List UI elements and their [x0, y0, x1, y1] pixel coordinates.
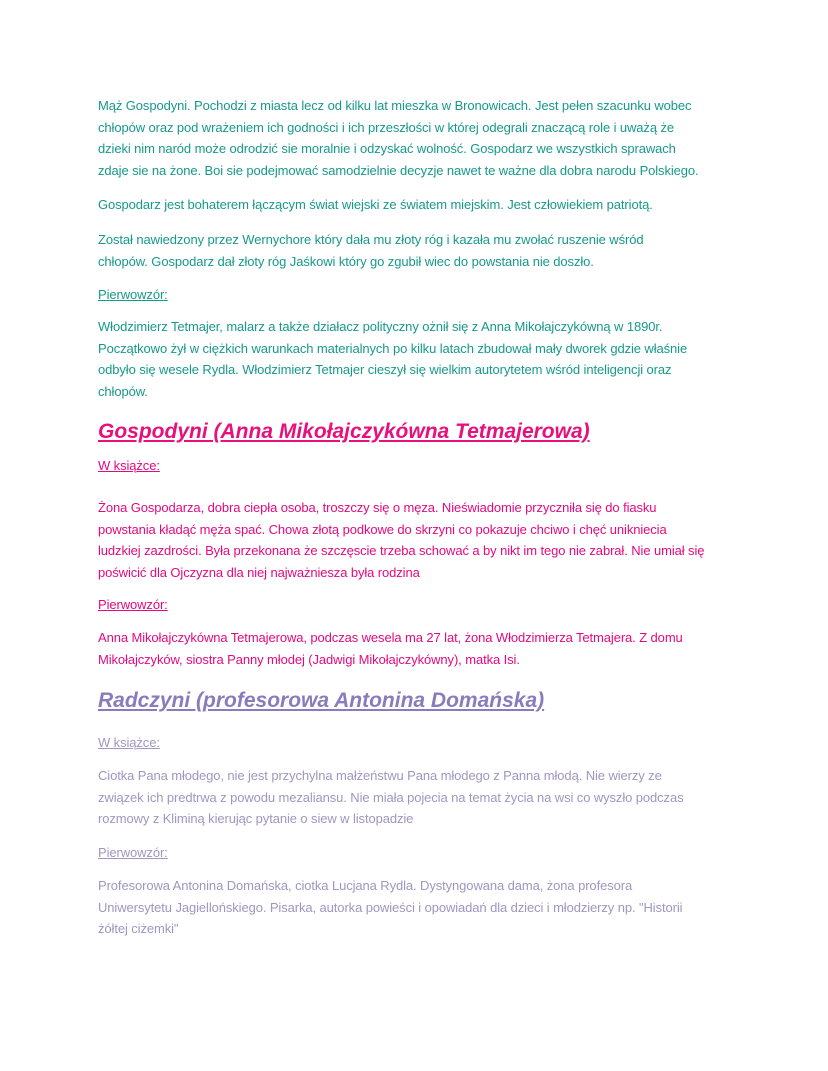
text-line: Został nawiedzony przez Wernychore który dała mu złoty róg i kazała mu zwołać ruszenie wśród [98, 232, 644, 247]
text-line: dzieki nim naród może odrodzić sie moralnie i odzyskać wolność. Gospodarz we wszystkich sprawach [98, 141, 676, 156]
text-line: odbyło się wesele Rydla. Włodzimierz Tetmajer cieszył się wielkim autorytetem wśród inteligencji oraz [98, 362, 672, 377]
text-line: związek ich predtrwa z powodu mezaliansu. Nie miała pojecia na temat życia na wsi co wyszło podczas [98, 789, 684, 805]
text-line: powstania kładąć męża spać. Chowa złotą podkowe do skrzyni co pokazuje chciwo i chęć unikniecia [98, 521, 667, 537]
text-line: zdaje sie na żone. Boi sie podejmować samodzielnie decyzje nawet te ważne dla dobra narodu Polskiego. [98, 162, 699, 178]
gospodyni-prototype [98, 627, 683, 670]
gospodarz-prototype [98, 316, 687, 402]
radczyni-book [98, 765, 683, 830]
text-line: ludzkiej zazdrości. Była przekonana że szczęscie trzeba schować a by nikt im tego nie zabrał. Nie umiał się [98, 543, 705, 558]
text-line: żółtej ciżemki" [98, 921, 179, 936]
text-line: chłopów. [98, 383, 148, 399]
text-line: chłopów. Gospodarz dał złoty róg Jaśkowi który go zgubił wiec do powstania nie doszło. [98, 253, 594, 269]
text-line: Uniwersytetu Jagiellońskiego. Pisarka, autorka powieści i opowiadań dla dzieci i młodzierzy np. "Historii [98, 899, 683, 915]
gospodarz-horn [98, 229, 643, 272]
radczyni-heading: Radczyni (profesorowa Antonina Domańska) [98, 689, 545, 712]
text-line: Mikołajczyków, siostra Panny młodej (Jadwigi Mikołajczykówny), matka Isi. [98, 651, 520, 667]
gospodyni-heading: Gospodyni (Anna Mikołajczykówna Tetmajerowa) [98, 420, 590, 443]
text-line: Anna Mikołajczykówna Tetmajerowa, podczas wesela ma 27 lat, żona Włodzimierza Tetmajera. Z domu [98, 630, 683, 645]
gospodarz-bridge [98, 194, 653, 216]
gospodyni-prototype-label: Pierwowzór: [98, 597, 168, 612]
text-line: rozmowy z Kliminą kierując pytanie o siew w listopadzie [98, 811, 414, 826]
gospodyni-book-label: W książce: [98, 458, 160, 473]
text-line: chłopów oraz pod wrażeniem ich godności i ich przeszłości w której odegrali znaczącą role i uważą że [98, 119, 675, 135]
text-line: poświcić dla Ojczyzna dla niej najważniesza była rodzina [98, 564, 420, 580]
text-line: Profesorowa Antonina Domańska, ciotka Lucjana Rydla. Dystyngowana dama, żona profesora [98, 878, 633, 893]
radczyni-prototype-label: Pierwowzór: [98, 845, 168, 860]
radczyni-book-label: W książce: [98, 735, 160, 750]
text-line: Ciotka Pana młodego, nie jest przychylna małżeństwu Pana młodego z Panna młodą. Nie wierzy ze [98, 768, 662, 783]
text-line: Gospodarz jest bohaterem łączącym świat wiejski ze światem miejskim. Jest człowiekiem patriotą. [98, 197, 653, 212]
text-line: Początkowo żył w ciężkich warunkach materialnych po kilku latach zbudował mały dworek gdzie właśnie [98, 340, 688, 356]
text-line: Mąż Gospodyni. Pochodzi z miasta lecz od kilku lat mieszka w Bronowicach. Jest pełen szacunku wobec [98, 98, 692, 113]
text-line: Włodzimierz Tetmajer, malarz a także działacz polityczny ożnił się z Anna Mikołajczykówną w 1890r. [98, 319, 663, 334]
gospodyni-book [98, 497, 704, 583]
radczyni-prototype [98, 875, 682, 940]
text-line: Żona Gospodarza, dobra ciepła osoba, troszczy się o męza. Nieświadomie przyczniła się do fiasku [98, 500, 657, 515]
gospodarz-prototype-label: Pierwowzór: [98, 287, 168, 302]
gospodarz-description [98, 95, 699, 181]
